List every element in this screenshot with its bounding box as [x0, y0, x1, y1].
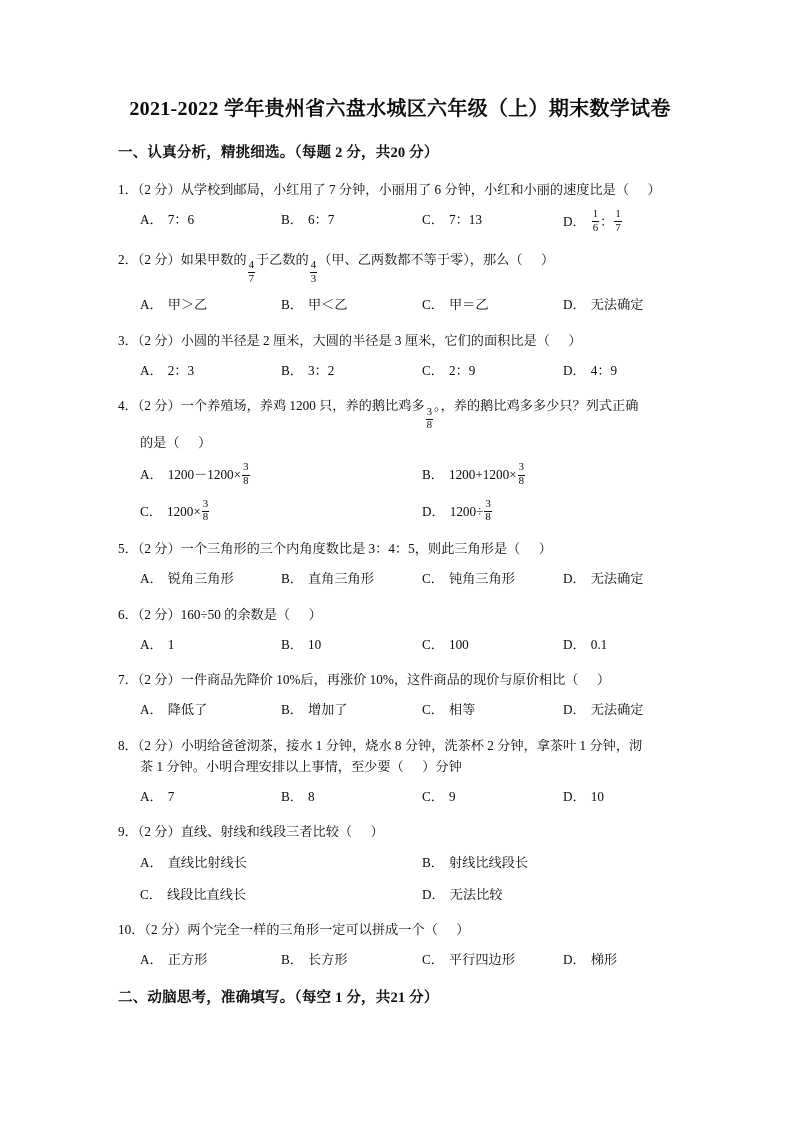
fraction	[202, 499, 209, 524]
option-text: 9	[448, 789, 456, 805]
option-5-c[interactable]	[422, 568, 563, 589]
question-4-stem	[118, 395, 682, 432]
exam-page	[118, 0, 682, 1009]
option-key: B．	[281, 212, 303, 228]
option-key: B．	[281, 362, 303, 378]
option-text: 1200－1200×	[167, 467, 242, 483]
option-2-a[interactable]	[140, 294, 281, 315]
option-key: C．	[140, 886, 162, 902]
fraction-numerator: 1	[614, 209, 621, 222]
option-key: A．	[140, 467, 163, 483]
question-4	[118, 395, 682, 524]
option-row	[140, 568, 682, 589]
question-3	[118, 330, 682, 382]
option-text: 射线比线段长	[448, 854, 529, 870]
option-text: 1	[167, 636, 175, 652]
question-2-text-part1: 如果甲数的	[180, 251, 247, 267]
question-6-number: 6．（2 分）	[118, 606, 181, 622]
question-5-options	[118, 568, 682, 589]
fraction-numerator: 3	[202, 499, 209, 512]
option-key: B．	[281, 702, 303, 718]
option-key: B．	[281, 571, 303, 587]
option-text: 锐角三角形	[167, 571, 234, 587]
question-10-text: 两个完全一样的三角形一定可以拼成一个（	[187, 922, 438, 938]
question-8-text: 小明给爸爸沏茶，接水 1 分钟，烧水 8 分钟，洗茶杯 2 分钟，拿茶叶 1 分钟，沏	[180, 737, 643, 753]
option-key: C．	[422, 702, 444, 718]
option-key: B．	[281, 636, 303, 652]
question-6	[118, 604, 682, 656]
fraction-denominator: 6	[592, 221, 599, 234]
option-key: D．	[563, 952, 586, 968]
option-row	[140, 360, 682, 381]
fraction-denominator: 8	[518, 475, 525, 487]
option-key: A．	[140, 362, 163, 378]
fraction-numerator: 3	[242, 462, 249, 475]
option-text: 甲＞乙	[167, 297, 208, 313]
option-6-d[interactable]	[563, 634, 607, 655]
option-text: 10	[307, 636, 322, 652]
question-9-options	[118, 852, 682, 905]
question-8-stem-line2	[118, 756, 682, 777]
fraction	[614, 209, 621, 234]
option-key: A．	[140, 789, 163, 805]
option-text: 7	[167, 789, 175, 805]
option-10-a[interactable]	[140, 949, 281, 970]
question-1-close: ）	[647, 181, 661, 197]
option-6-a[interactable]	[140, 634, 281, 655]
question-7-close: ）	[596, 672, 611, 688]
question-4-line2-text: 的是（	[140, 434, 180, 450]
question-7-number: 7．（2 分）	[118, 672, 181, 688]
option-7-d[interactable]	[563, 699, 643, 720]
question-2	[118, 249, 682, 316]
option-key: B．	[281, 789, 303, 805]
option-9-a[interactable]	[140, 852, 422, 873]
question-6-close: ）	[308, 606, 322, 622]
option-key: B．	[422, 467, 444, 483]
option-text: 8	[307, 789, 315, 805]
question-4-text-part1: 一个养殖场，养鸡 1200 只，养的鹅比鸡多	[180, 398, 425, 414]
fraction-numerator: 4	[310, 260, 317, 273]
option-key: C．	[140, 503, 162, 519]
question-5-stem	[118, 538, 682, 559]
option-text: 100	[448, 636, 469, 652]
option-text: 钝角三角形	[448, 571, 515, 587]
option-key: D．	[422, 503, 445, 519]
option-3-b[interactable]	[281, 360, 422, 381]
question-2-text-part2: 于乙数的	[255, 251, 309, 267]
question-9-stem	[118, 821, 682, 842]
question-9	[118, 821, 682, 905]
option-1-d[interactable]	[563, 209, 623, 234]
option-8-a[interactable]	[140, 786, 281, 807]
fraction	[426, 407, 433, 432]
question-8-stem	[118, 735, 682, 756]
option-row	[140, 294, 682, 315]
option-text: 无法确定	[590, 297, 644, 313]
question-5-text: 一个三角形的三个内角度数比是 3：4：5，则此三角形是（	[180, 541, 521, 557]
question-3-text: 小圆的半径是 2 厘米，大圆的半径是 3 厘米，它们的面积比是（	[180, 332, 550, 348]
question-8-line2-text: 茶 1 分钟。小明合理安排以上事情，至少要（	[140, 758, 404, 774]
option-text: 直角三角形	[307, 571, 374, 587]
option-text: 0.1	[590, 636, 608, 652]
option-text: 甲＜乙	[307, 297, 348, 313]
question-4-options	[118, 462, 682, 524]
option-3-a[interactable]	[140, 360, 281, 381]
option-1-a[interactable]	[140, 209, 281, 230]
option-text: 6：7	[307, 212, 335, 228]
section-heading-1: 一、认真分析，精挑细选。（每题 2 分，共20 分）	[118, 145, 439, 161]
ratio-separator: ：	[600, 214, 614, 230]
option-key: C．	[422, 636, 444, 652]
option-3-d[interactable]	[563, 360, 617, 381]
option-text: 无法确定	[590, 702, 644, 718]
option-row	[140, 699, 682, 720]
option-9-d[interactable]	[422, 884, 502, 905]
question-2-close: ）	[541, 251, 555, 267]
question-5-close: ）	[538, 541, 552, 557]
question-3-stem	[118, 330, 682, 351]
option-text: 正方形	[167, 952, 208, 968]
option-key: D．	[563, 702, 586, 718]
question-7-stem	[118, 669, 682, 690]
option-key: D．	[563, 214, 586, 230]
option-row	[140, 852, 682, 873]
option-text: 1200×	[166, 503, 201, 519]
option-text: 2：9	[448, 362, 476, 378]
option-text: 线段比直线长	[166, 886, 247, 902]
option-4-c[interactable]	[140, 499, 422, 524]
section-heading-2: 二、动脑思考，准确填写。（每空 1 分，共21 分）	[118, 989, 439, 1006]
option-row	[140, 462, 682, 487]
option-9-b[interactable]	[422, 852, 528, 873]
option-6-b[interactable]	[281, 634, 422, 655]
option-9-c[interactable]	[140, 884, 422, 905]
option-1-b[interactable]	[281, 209, 422, 230]
question-1-options	[118, 209, 682, 234]
question-6-text: 160÷50 的余数是（	[180, 606, 291, 622]
option-8-d[interactable]	[563, 786, 604, 807]
option-4-b[interactable]	[422, 462, 526, 487]
option-3-c[interactable]	[422, 360, 563, 381]
option-text: 增加了	[307, 702, 348, 718]
option-key: B．	[281, 297, 303, 313]
question-10-close: ）	[456, 922, 470, 938]
option-2-d[interactable]	[563, 294, 643, 315]
question-6-options	[118, 634, 682, 655]
option-5-b[interactable]	[281, 568, 422, 589]
question-5	[118, 538, 682, 590]
question-1	[118, 179, 682, 235]
question-9-text: 直线、射线和线段三者比较（	[180, 824, 353, 840]
fraction	[248, 260, 255, 285]
option-7-a[interactable]	[140, 699, 281, 720]
option-text: 甲＝乙	[448, 297, 489, 313]
option-text: 相等	[448, 702, 476, 718]
fraction-denominator: 8	[243, 475, 249, 487]
option-8-c[interactable]	[422, 786, 563, 807]
fraction-denominator: 8	[426, 419, 433, 432]
question-7-options	[118, 699, 682, 720]
option-1-c[interactable]	[422, 209, 563, 230]
option-row	[140, 499, 682, 524]
option-key: D．	[563, 571, 586, 587]
option-key: A．	[140, 571, 163, 587]
option-2-c[interactable]	[422, 294, 563, 315]
question-9-number: 9．（2 分）	[118, 824, 181, 840]
question-4-number: 4．（2 分）	[118, 398, 181, 414]
question-4-close: ）	[198, 434, 212, 450]
option-5-d[interactable]	[563, 568, 643, 589]
option-text: 3：2	[307, 362, 335, 378]
option-text: 1200÷	[449, 503, 484, 519]
option-key: A．	[140, 297, 163, 313]
question-1-text: 从学校到邮局，小红用了 7 分钟，小丽用了 6 分钟，小红和小丽的速度比是（	[180, 181, 630, 197]
option-text: 长方形	[307, 952, 348, 968]
question-8-options	[118, 786, 682, 807]
option-key: D．	[563, 362, 586, 378]
option-row	[140, 949, 682, 970]
question-3-options	[118, 360, 682, 381]
option-7-b[interactable]	[281, 699, 422, 720]
question-8	[118, 735, 682, 808]
fraction	[518, 462, 525, 487]
question-1-stem	[118, 179, 682, 200]
page-title: 2021-2022 学年贵州省六盘水城区六年级（上）期末数学试卷	[129, 98, 671, 120]
fraction	[242, 462, 249, 487]
option-text: 1200+1200×	[448, 467, 517, 483]
question-9-close: ）	[370, 824, 384, 840]
question-2-options	[118, 294, 682, 315]
option-row	[140, 634, 682, 655]
option-text: 直线比射线长	[167, 854, 247, 870]
question-1-number: 1．（2 分）	[118, 181, 181, 197]
option-key: C．	[422, 571, 444, 587]
question-4-stem-line2	[118, 432, 682, 453]
option-text: 无法比较	[449, 886, 503, 902]
question-5-number: 5．（2 分）	[118, 541, 181, 557]
question-10	[118, 919, 682, 971]
option-key: C．	[422, 212, 444, 228]
option-text: 梯形	[590, 952, 618, 968]
question-7-text: 一件商品先降价 10%后，再涨价 10%，这件商品的现价与原价相比（	[180, 672, 579, 688]
question-3-close: ）	[568, 332, 582, 348]
fraction-numerator: 3	[484, 499, 491, 512]
question-2-stem	[118, 249, 682, 286]
question-8-number: 8．（2 分）	[118, 737, 181, 753]
question-4-text-part2: 。，养的鹅比鸡多多少只？列式正确	[434, 398, 639, 414]
option-7-c[interactable]	[422, 699, 563, 720]
fraction-denominator: 8	[485, 511, 491, 524]
question-10-options	[118, 949, 682, 970]
option-text: 2：3	[167, 362, 195, 378]
question-10-stem	[118, 919, 682, 940]
option-row	[140, 209, 682, 234]
fraction-denominator: 7	[615, 221, 621, 234]
option-key: C．	[422, 362, 444, 378]
option-key: A．	[140, 636, 163, 652]
option-text: 无法确定	[590, 571, 644, 587]
option-text: 10	[590, 789, 604, 805]
fraction-numerator: 4	[248, 260, 255, 273]
option-row	[140, 884, 682, 905]
option-text: 7：6	[167, 212, 195, 228]
option-8-b[interactable]	[281, 786, 422, 807]
option-4-d[interactable]	[422, 499, 493, 524]
option-text: 平行四边形	[448, 952, 515, 968]
question-6-stem	[118, 604, 682, 625]
option-key: A．	[140, 952, 163, 968]
fraction	[484, 499, 491, 524]
option-key: C．	[422, 952, 444, 968]
option-key: A．	[140, 702, 163, 718]
option-key: D．	[422, 886, 445, 902]
option-key: D．	[563, 297, 586, 313]
question-8-line2-close: ）分钟	[422, 758, 462, 774]
option-5-a[interactable]	[140, 568, 281, 589]
fraction-numerator: 1	[592, 209, 599, 222]
option-key: C．	[422, 297, 444, 313]
option-key: C．	[422, 789, 444, 805]
option-text: 7：13	[448, 212, 482, 228]
option-key: A．	[140, 854, 163, 870]
question-2-number: 2．（2 分）	[118, 251, 181, 267]
option-10-c[interactable]	[422, 949, 563, 970]
fraction-denominator: 7	[248, 272, 254, 285]
option-2-b[interactable]	[281, 294, 422, 315]
option-10-b[interactable]	[281, 949, 422, 970]
option-key: A．	[140, 212, 163, 228]
option-key: B．	[422, 854, 444, 870]
fraction-denominator: 3	[310, 272, 317, 285]
option-text: 降低了	[167, 702, 208, 718]
option-4-a[interactable]	[140, 462, 422, 487]
fraction	[592, 209, 599, 234]
question-10-number: 10．（2 分）	[118, 922, 188, 938]
fraction-numerator: 3	[518, 462, 525, 475]
question-2-text-part3: （甲、乙两数都不等于零），那么（	[318, 251, 523, 267]
option-key: B．	[281, 952, 303, 968]
option-text: 4：9	[590, 362, 618, 378]
question-7	[118, 669, 682, 721]
question-3-number: 3．（2 分）	[118, 332, 181, 348]
fraction	[310, 260, 317, 285]
option-key: D．	[563, 789, 586, 805]
option-6-c[interactable]	[422, 634, 563, 655]
fraction-denominator: 8	[202, 511, 209, 524]
option-key: D．	[563, 636, 586, 652]
fraction-numerator: 3	[426, 407, 433, 420]
option-10-d[interactable]	[563, 949, 617, 970]
option-row	[140, 786, 682, 807]
